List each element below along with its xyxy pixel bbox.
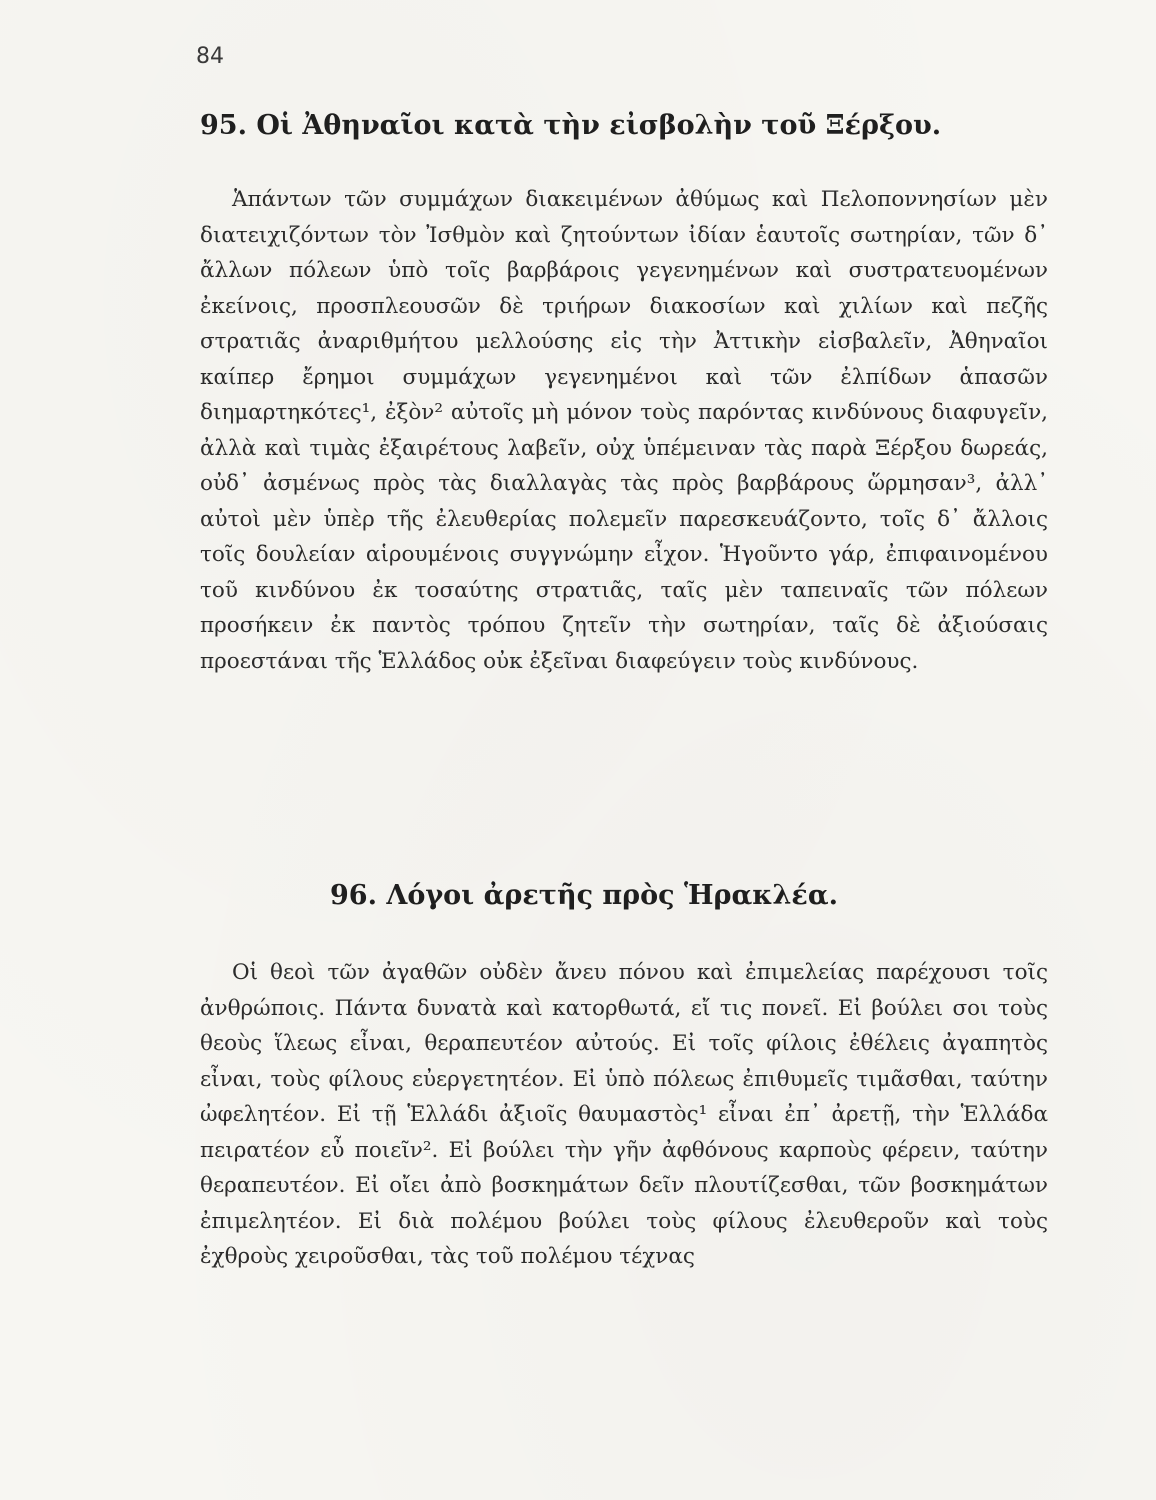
paragraph: Ἁπάντων τῶν συμμάχων διακειμένων ἀθύμως καὶ Πελοποννησίων μὲν διατειχιζόντων τὸν Ἰσθμὸν καὶ ζητούντων ἰδίαν ἑαυτοῖς σωτηρίαν, τῶν δ᾿ ἄλλων πόλεων ὑπὸ τοῖς βαρβάροις γεγενημένων καὶ συστρατευομένων ἐκείνοις, προσπλεουσῶν δὲ τριήρων διακοσίων καὶ χιλίων καὶ πεζῆς στρατιᾶς ἀναριθμήτου μελλούσης εἰς τὴν Ἀττικὴν εἰσβαλεῖν, Ἀθηναῖοι καίπερ ἔρημοι συμμάχων γεγενημένοι καὶ τῶν ἐλπίδων ἁπασῶν διημαρτηκότες¹, ἐξὸν² αὐτοῖς μὴ μόνον τοὺς παρόντας κινδύνους διαφυγεῖν, ἀλλὰ καὶ τιμὰς ἐξαιρέτους λαβεῖν, οὐχ ὑπέμειναν τὰς παρὰ Ξέρξου δωρεάς, οὐδ᾿ ἀσμένως πρὸς τὰς διαλλαγὰς τὰς πρὸς βαρβάρους ὥρμησαν³, ἀλλ᾿ αὐτοὶ μὲν ὑπὲρ τῆς ἐλευθερίας πολεμεῖν παρεσκευάζοντο, τοῖς δ᾿ ἄλλοις τοῖς δουλείαν αἱρουμένοις συγγνώμην εἶχον. Ἡγοῦντο γάρ, ἐπιφαινομένου τοῦ κινδύνου ἐκ τοσαύτης στρατιᾶς, ταῖς μὲν ταπειναῖς τῶν πόλεων προσήκειν ἐκ παντὸς τρόπου ζητεῖν τὴν σωτηρίαν, ταῖς δὲ ἀξιούσαις προεστάναι τῆς Ἑλλάδος οὐκ ἐξεῖναι διαφεύγειν τοὺς κινδύνους. xyxy=(200,187,1048,674)
paragraph: Οἱ θεοὶ τῶν ἀγαθῶν οὐδὲν ἄνευ πόνου καὶ ἐπιμελείας παρέχουσι τοῖς ἀνθρώποις. Πάντα δυνατὰ καὶ κατορθωτά, εἴ τις πονεῖ. Εἰ βούλει σοι τοὺς θεοὺς ἵλεως εἶναι, θεραπευτέον αὐτούς. Εἰ τοῖς φίλοις ἐθέλεις ἀγαπητὸς εἶναι, τοὺς φίλους εὐεργετητέον. Εἰ ὑπὸ πόλεως ἐπιθυμεῖς τιμᾶσθαι, ταύτην ὠφελητέον. Εἰ τῇ Ἑλλάδι ἀξιοῖς θαυμαστὸς¹ εἶναι ἐπ᾿ ἀρετῇ, τὴν Ἑλλάδα πειρατέον εὖ ποιεῖν². Εἰ βούλει τὴν γῆν ἀφθόνους καρποὺς φέρειν, ταύτην θεραπευτέον. Εἰ οἴει ἀπὸ βοσκημάτων δεῖν πλουτίζεσθαι, τῶν βοσκημάτων ἐπιμελητέον. Εἰ διὰ πολέμου βούλει τοὺς φίλους ἐλευθεροῦν καὶ τοὺς ἐχθροὺς χειροῦσθαι, τὰς τοῦ πολέμου τέχνας xyxy=(200,960,1048,1269)
section-heading-96: 96. Λόγοι ἀρετῆς πρὸς Ἡρακλέα. xyxy=(330,880,839,911)
section-heading-95: 95. Οἱ Ἀθηναῖοι κατὰ τὴν εἰσβολὴν τοῦ Ξέρξου. xyxy=(200,110,942,141)
section-text-95 xyxy=(200,182,1048,679)
page-number: 84 xyxy=(196,44,224,69)
section-text-96 xyxy=(200,955,1048,1275)
